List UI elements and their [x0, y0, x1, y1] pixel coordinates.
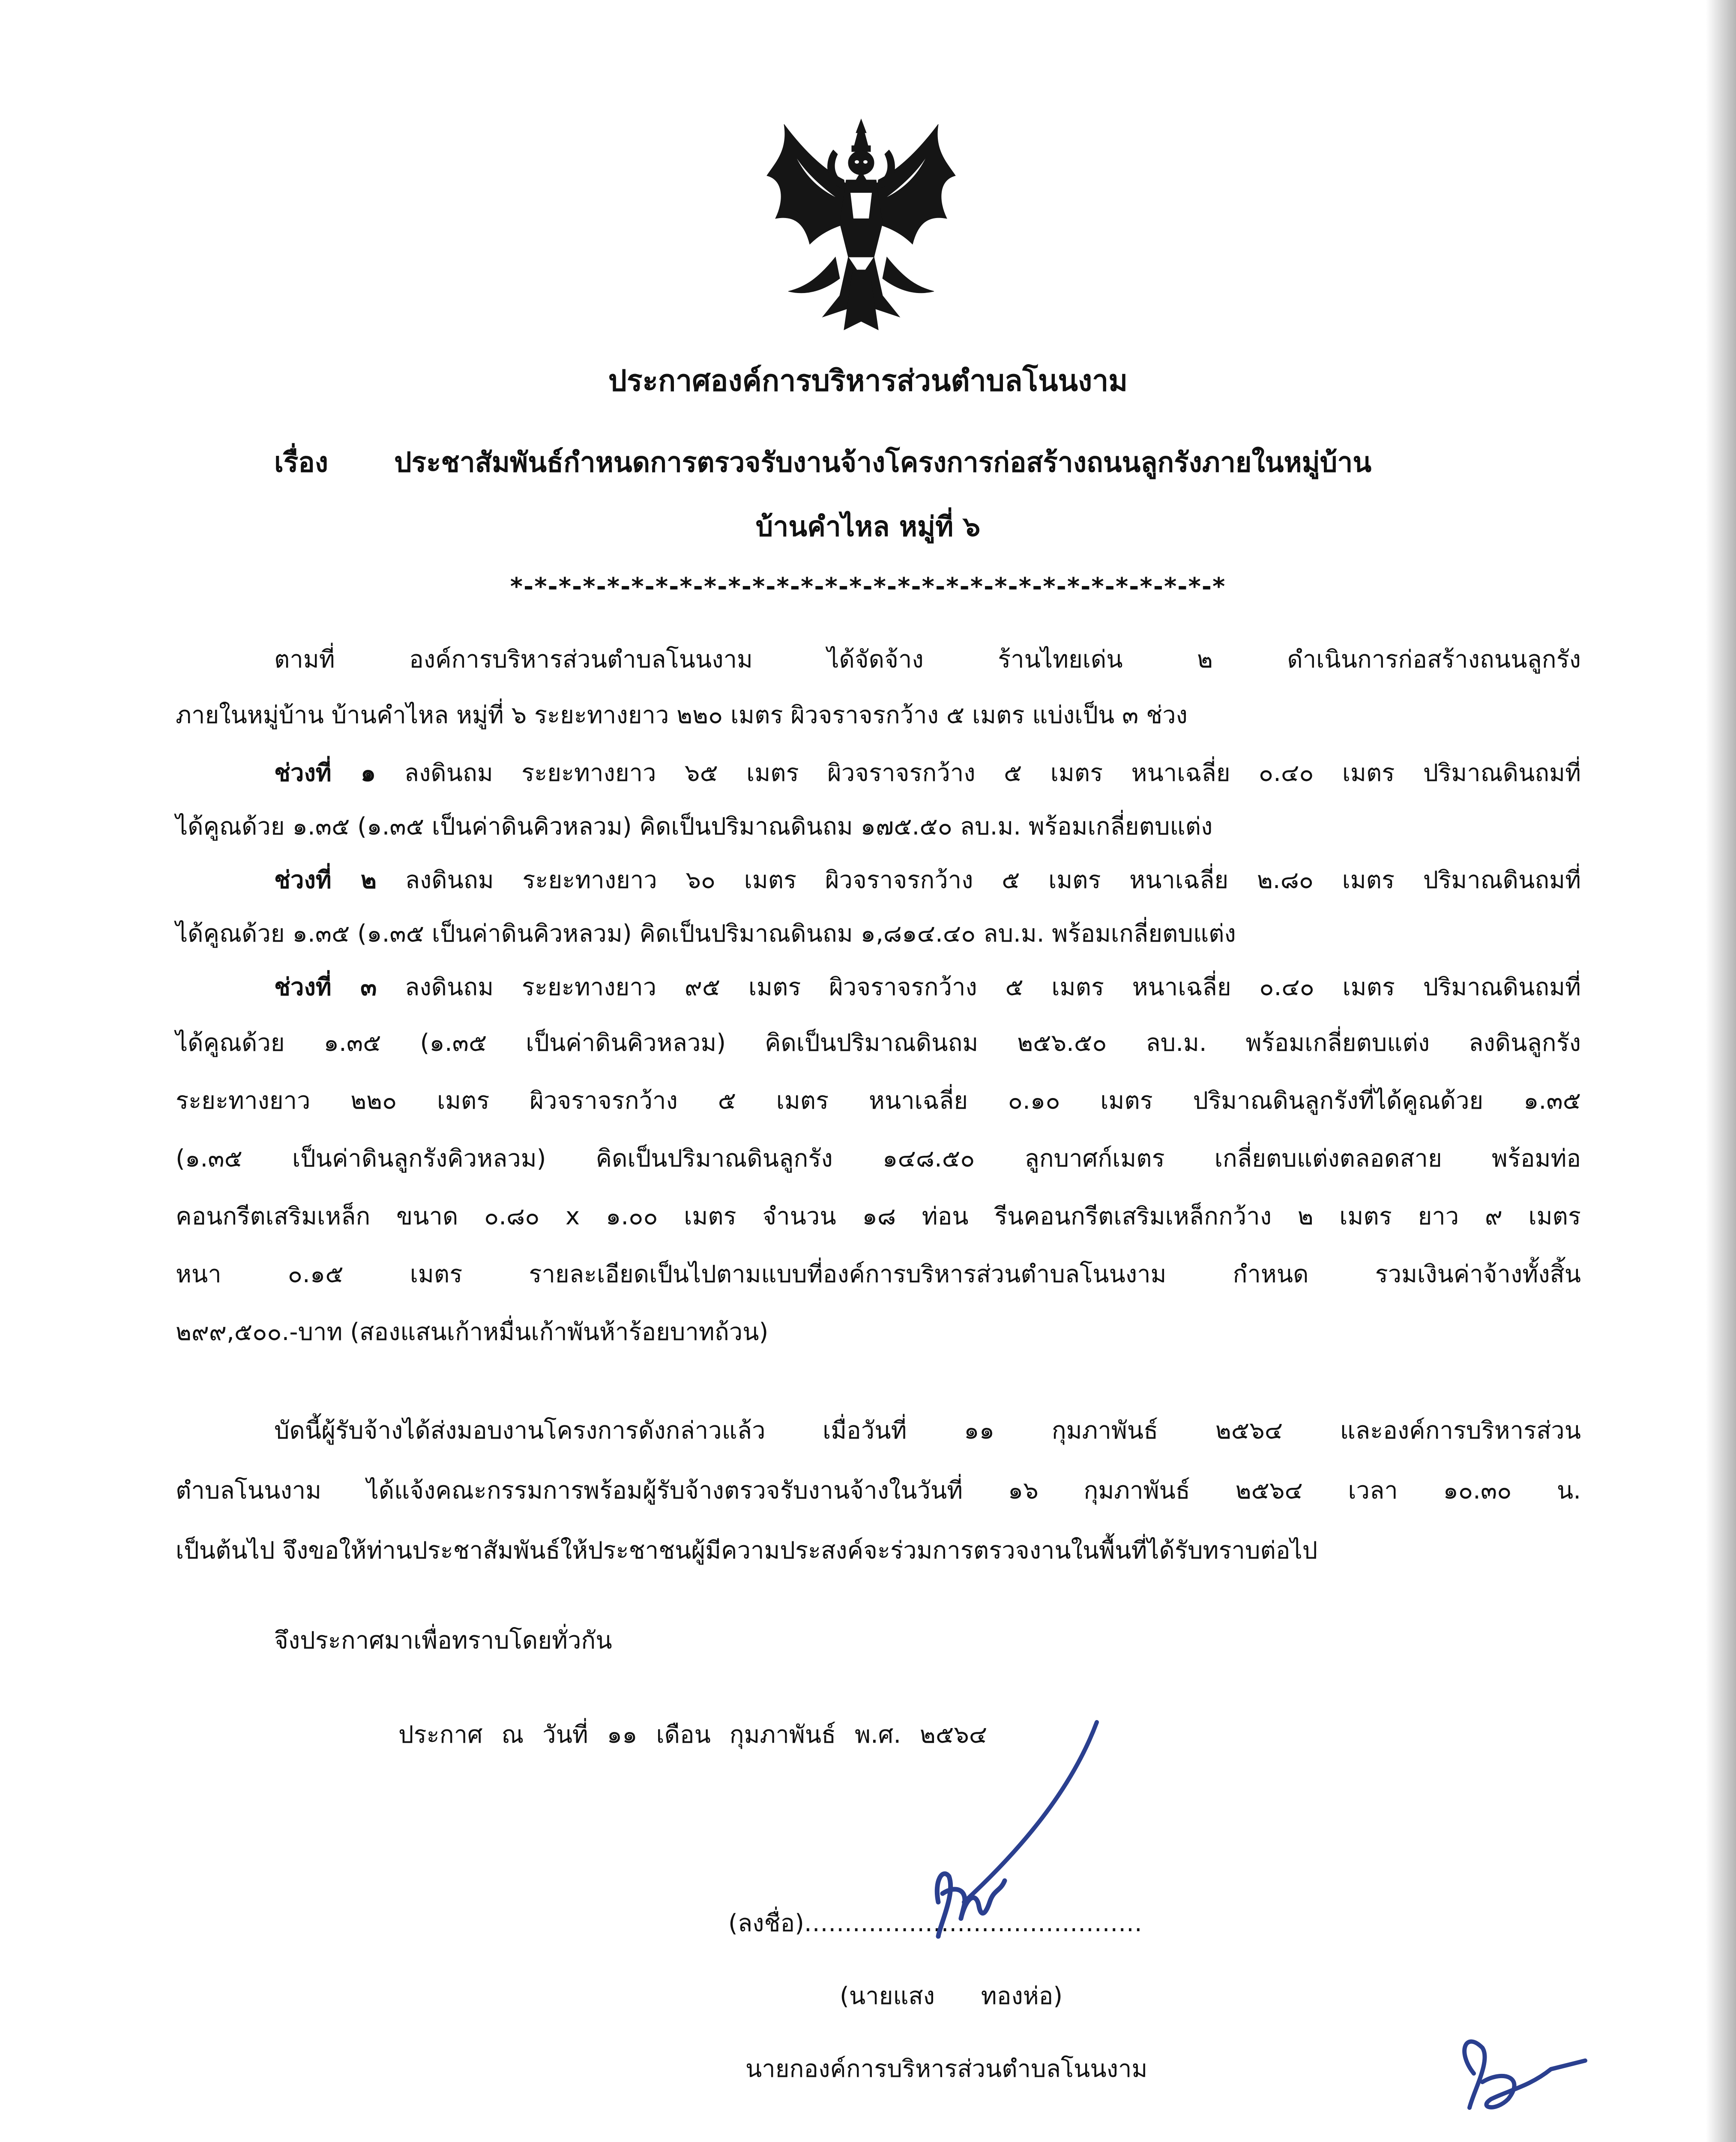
section-3-text: ลงดินถม ระยะทางยาว ๙๕ เมตร ผิวจราจรกว้าง ๕ เมตร หนาเฉลี่ย ๐.๔๐ เมตร ปริมาณดินถมที่ — [405, 973, 1581, 1001]
stamp-top-scribble — [1464, 2041, 1585, 2108]
garuda-emblem-icon — [758, 116, 964, 338]
body-paragraph-2-line-2: ตำบลโนนงาม ได้แจ้งคณะกรรมการพร้อมผู้รับจ้างตรวจรับงานจ้างในวันที่ ๑๖ กุมภาพันธ์ ๒๕๖๔ เวลา ๑๐.๓๐ น. — [176, 1477, 1581, 1505]
section-2-text: ลงดินถม ระยะทางยาว ๖๐ เมตร ผิวจราจรกว้าง ๕ เมตร หนาเฉลี่ย ๒.๘๐ เมตร ปริมาณดินถมที่ — [405, 866, 1581, 894]
section-3-line-7: ๒๙๙,๕๐๐.-บาท (สองแสนเก้าหมื่นเก้าพันห้าร้อยบาทถ้วน) — [176, 1318, 769, 1346]
closing-text: จึงประกาศมาเพื่อทราบโดยทั่วกัน — [274, 1627, 612, 1654]
section-2-line-1 — [274, 859, 1581, 902]
section-3-label: ช่วงที่ ๓ — [274, 973, 377, 1001]
page-edge-shadow — [1706, 0, 1736, 2142]
section-3-line-6: หนา ๐.๑๕ เมตร รายละเอียดเป็นไปตามแบบที่องค์การบริหารส่วนตำบลโนนงาม กำหนด รวมเงินค่าจ้างทั้งสิ้น — [176, 1260, 1581, 1288]
section-1-line-2: ได้คูณด้วย ๑.๓๕ (๑.๓๕ เป็นค่าดินคิวหลวม) คิดเป็นปริมาณดินถม ๑๗๕.๕๐ ลบ.ม. พร้อมเกลี่ยตบแต่ง — [176, 813, 1213, 841]
section-1-text: ลงดินถม ระยะทางยาว ๖๕ เมตร ผิวจราจรกว้าง ๕ เมตร หนาเฉลี่ย ๐.๔๐ เมตร ปริมาณดินถมที่ — [404, 759, 1581, 787]
section-1-line-1 — [274, 752, 1581, 795]
signature-line — [728, 1902, 1285, 1945]
body-paragraph-1-line-1: ตามที่ องค์การบริหารส่วนตำบลโนนงาม ได้จัดจ้าง ร้านไทยเด่น ๒ ดำเนินการก่อสร้างถนนลูกรัง — [274, 646, 1581, 673]
section-1-label: ช่วงที่ ๑ — [274, 759, 376, 787]
separator: *-*-*-*-*-*-*-*-*-*-*-*-*-*-*-*-*-*-*-*-*-*-*-*-*-*-*-*-*-* — [510, 573, 1226, 601]
subject-line-2: บ้านคำไหล หมู่ที่ ๖ — [755, 511, 981, 543]
section-3-line-1 — [274, 966, 1581, 1009]
subject-line-1: ประชาสัมพันธ์กำหนดการตรวจรับงานจ้างโครงการก่อสร้างถนนลูกรังภายในหมู่บ้าน — [394, 447, 1372, 479]
signature-prefix: (ลงชื่อ) — [728, 1909, 804, 1937]
subject-label: เรื่อง — [274, 447, 328, 479]
page-title: ประกาศองค์การบริหารส่วนตำบลโนนงาม — [608, 364, 1128, 398]
section-3-line-3: ระยะทางยาว ๒๒๐ เมตร ผิวจราจรกว้าง ๕ เมตร หนาเฉลี่ย ๐.๑๐ เมตร ปริมาณดินลูกรังที่ได้คูณด้วย ๑.๓๕ — [176, 1087, 1581, 1115]
section-2-label: ช่วงที่ ๒ — [274, 866, 377, 894]
signer-name: (นายแสง ทองห่อ) — [840, 1982, 1063, 2010]
body-paragraph-1-line-2: ภายในหมู่บ้าน บ้านคำไหล หมู่ที่ ๖ ระยะทางยาว ๒๒๐ เมตร ผิวจราจรกว้าง ๕ เมตร แบ่งเป็น ๓ ช่วง — [176, 701, 1188, 729]
section-2-line-2: ได้คูณด้วย ๑.๓๕ (๑.๓๕ เป็นค่าดินคิวหลวม) คิดเป็นปริมาณดินถม ๑,๘๑๔.๔๐ ลบ.ม. พร้อมเกลี่ยตบแต่ง — [176, 920, 1236, 948]
signature-dots: .......................................... — [804, 1909, 1143, 1937]
body-paragraph-2-line-3: เป็นต้นไป จึงขอให้ท่านประชาสัมพันธ์ให้ประชาชนผู้มีความประสงค์จะร่วมการตรวจงานในพื้นที่ได้รับทราบต่อไป — [176, 1537, 1318, 1565]
announcement-date: ประกาศ ณ วันที่ ๑๑ เดือน กุมภาพันธ์ พ.ศ. ๒๕๖๔ — [398, 1721, 988, 1749]
section-3-line-4: (๑.๓๕ เป็นค่าดินลูกรังคิวหลวม) คิดเป็นปริมาณดินลูกรัง ๑๔๘.๕๐ ลูกบาศก์เมตร เกลี่ยตบแต่งตลอดสาย พร้อมท่อ — [176, 1145, 1581, 1173]
signature-block — [728, 1902, 1285, 1945]
signer-position: นายกองค์การบริหารส่วนตำบลโนนงาม — [745, 2055, 1148, 2083]
section-3-line-5: คอนกรีตเสริมเหล็ก ขนาด ๐.๘๐ x ๑.๐๐ เมตร จำนวน ๑๘ ท่อน รีนคอนกรีตเสริมเหล็กกว้าง ๒ เมตร ยาว ๙ เมตร — [176, 1203, 1581, 1230]
body-paragraph-2-line-1: บัดนี้ผู้รับจ้างได้ส่งมอบงานโครงการดังกล่าวแล้ว เมื่อวันที่ ๑๑ กุมภาพันธ์ ๒๕๖๔ และองค์การบริหารส่วน — [274, 1417, 1581, 1445]
section-3-line-2: ได้คูณด้วย ๑.๓๕ (๑.๓๕ เป็นค่าดินคิวหลวม) คิดเป็นปริมาณดินถม ๒๕๖.๕๐ ลบ.ม. พร้อมเกลี่ยตบแต่ง ลงดินลูกรัง — [176, 1029, 1581, 1057]
